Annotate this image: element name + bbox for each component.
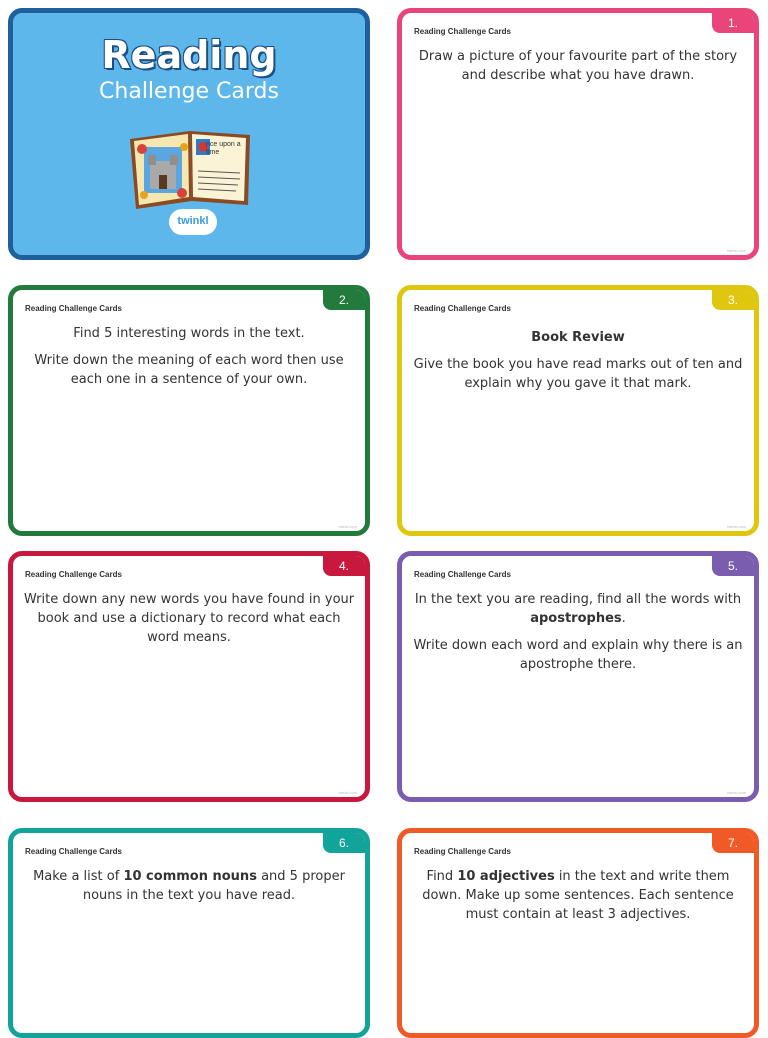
card-text [23, 590, 355, 655]
card-text [23, 867, 355, 913]
text-span: In the text you are reading, find all the words with [414, 592, 742, 607]
card-header: Reading Challenge Cards [25, 304, 122, 313]
card-number: 2. [323, 290, 365, 310]
card-number: 1. [712, 13, 754, 33]
card-header: Reading Challenge Cards [414, 570, 511, 579]
challenge-card-5 [397, 551, 759, 802]
card-paragraph: Write down each word and explain why there is an apostrophe there. [413, 638, 743, 672]
challenge-card-3 [397, 285, 759, 536]
card-footer: twinkl.com [727, 790, 746, 795]
bold-text: apostrophes [530, 611, 622, 626]
card-text [412, 47, 744, 93]
card-text [23, 324, 355, 397]
book-icon [126, 121, 256, 213]
card-number: 5. [712, 556, 754, 576]
card-footer: twinkl.com [338, 790, 357, 795]
text-span: and 5 proper nouns in the text you have read. [82, 869, 345, 903]
card-paragraph: Find 5 interesting words in the text. [73, 326, 305, 341]
card-paragraph: Give the book you have read marks out of ten and explain why you gave it that mark. [413, 357, 743, 391]
card-paragraph [23, 867, 355, 905]
cover-title: Reading [101, 33, 277, 77]
card-header: Reading Challenge Cards [414, 847, 511, 856]
card-header: Reading Challenge Cards [414, 27, 511, 36]
text-span: Make a list of [33, 869, 124, 884]
card-footer: twinkl.com [727, 248, 746, 253]
card-number: 3. [712, 290, 754, 310]
book-page-text: nce upon a time [206, 141, 241, 156]
challenge-card-7 [397, 828, 759, 1038]
card-paragraph: Write down any new words you have found in your book and use a dictionary to record what each word means. [23, 592, 355, 645]
card-text [412, 867, 744, 932]
bold-text: 10 adjectives [457, 869, 555, 884]
card-header: Reading Challenge Cards [25, 847, 122, 856]
card-footer: twinkl.com [727, 524, 746, 529]
card-text [412, 324, 744, 401]
card-header: Reading Challenge Cards [414, 304, 511, 313]
card-number: 7. [712, 833, 754, 853]
card-header: Reading Challenge Cards [25, 570, 122, 579]
text-span: Find [426, 869, 458, 884]
challenge-card-4 [8, 551, 370, 802]
card-paragraph: Draw a picture of your favourite part of the story and describe what you have drawn. [418, 49, 738, 83]
challenge-card-6 [8, 828, 370, 1038]
cover-card [8, 8, 370, 260]
bold-text: 10 common nouns [123, 869, 257, 884]
card-footer: twinkl.com [338, 524, 357, 529]
card-number: 4. [323, 556, 365, 576]
card-paragraph [412, 867, 744, 924]
open-book-illustration [126, 121, 256, 213]
twinkl-logo: twinkl [169, 209, 217, 235]
text-span: in the text and write them down. Make up some sentences. Each sentence must contain at least 3 adjectives. [422, 869, 734, 922]
text-span: . [621, 611, 626, 626]
card-paragraph [412, 590, 744, 628]
challenge-card-2 [8, 285, 370, 536]
card-title: Book Review [531, 330, 625, 345]
card-number: 6. [323, 833, 365, 853]
challenge-card-1 [397, 8, 759, 260]
cover-subtitle: Challenge Cards [99, 79, 279, 104]
card-paragraph: Write down the meaning of each word then use each one in a sentence of your own. [34, 353, 344, 387]
card-text [412, 590, 744, 682]
